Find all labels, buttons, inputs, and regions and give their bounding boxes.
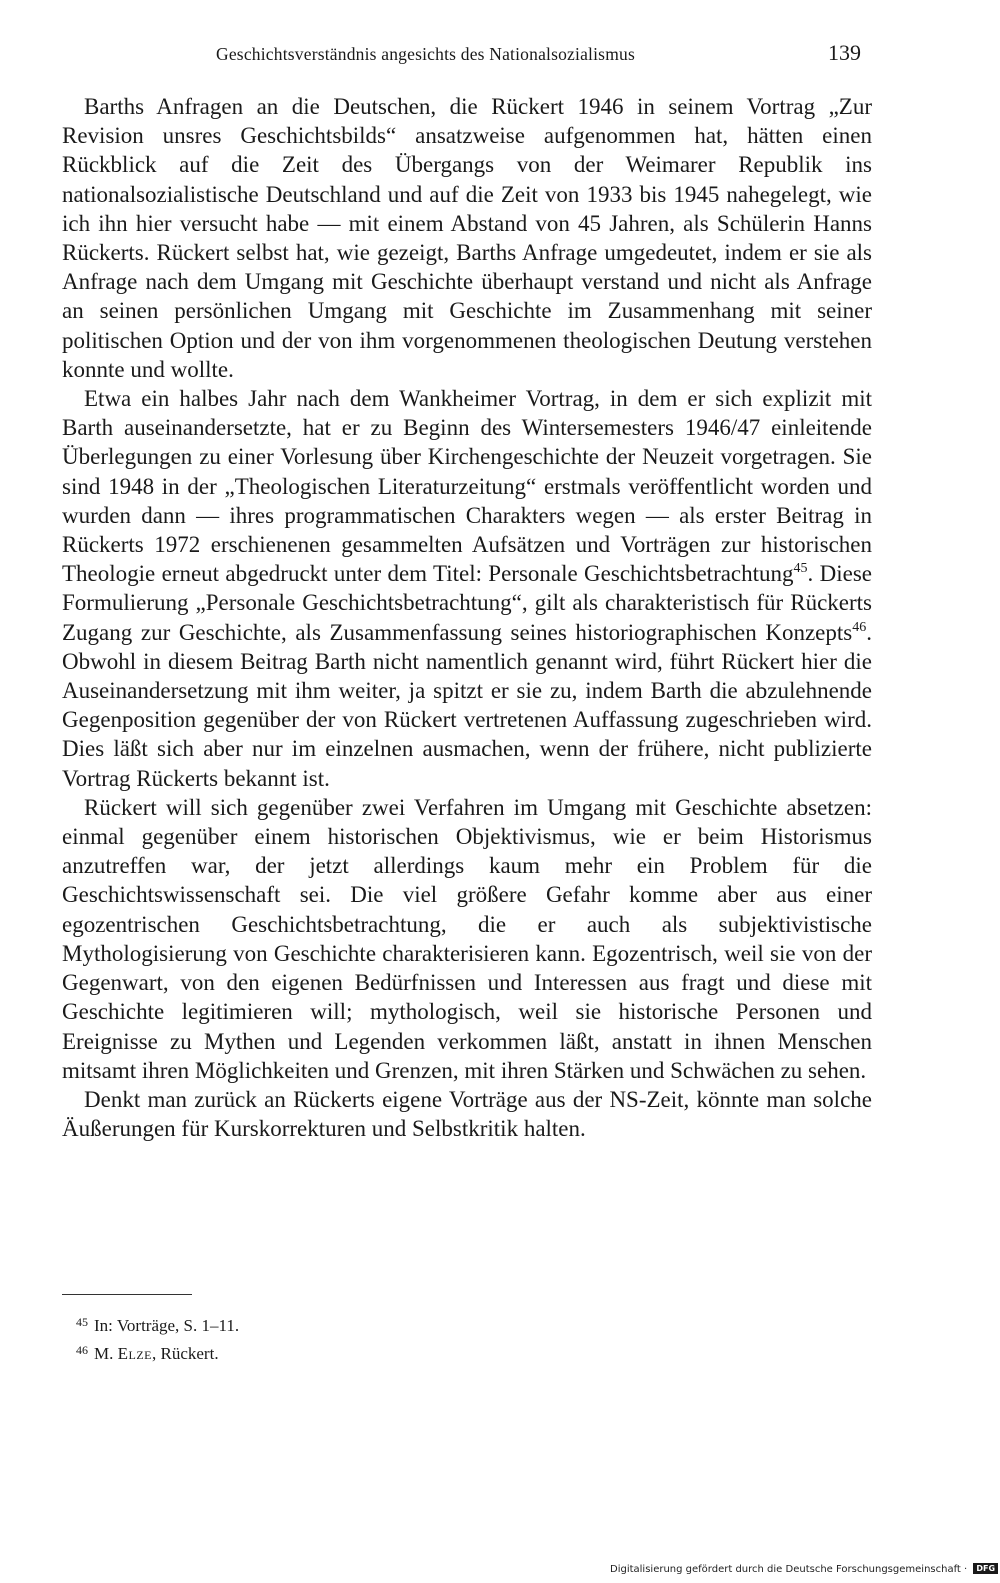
body-text (62, 92, 872, 1143)
credit-text: Digitalisierung gefördert durch die Deutsche Forschungsgemeinschaft (610, 1564, 961, 1575)
paragraph-4: Denkt man zurück an Rückerts eigene Vorträge aus der NS-Zeit, könnte man solche Äußerungen für Kurskorrekturen und Selbstkritik halten. (62, 1086, 872, 1142)
paragraph-2 (62, 384, 872, 793)
footnote-45-text: In: Vorträge, S. 1–11. (94, 1316, 240, 1335)
footnote-46-author: Elze (117, 1344, 152, 1363)
footnote-46-number: 46 (76, 1343, 88, 1357)
paragraph-3: Rückert will sich gegenüber zwei Verfahren im Umgang mit Geschichte absetzen: einmal gegenüber einem historischen Objektivismus, wie er beim Historismus anzutreffen war, der jetzt allerdings kaum mehr ein Problem für die Geschichtswissenschaft sei. Die viel größere Gefahr komme aber aus einer egozentrischen Geschichtsbetrachtung, die er auch als subjektivistische Mythologisierung von Geschichte charakterisieren kann. Egozentrisch, weil sie von der Gegenwart, von den eigenen Bedürfnissen und Interessen aus fragt und diese mit Geschichte legitimieren will; mythologisch, weil sie historische Personen und Ereignisse zu Mythen und Legenden verkommen läßt, anstatt in ihnen Menschen mitsamt ihren Möglichkeiten und Grenzen, mit ihren Stärken und Schwächen zu sehen. (62, 794, 872, 1083)
running-title: Geschichtsverständnis angesichts des Nationalsozialismus (216, 44, 635, 64)
footnote-45 (76, 1310, 856, 1338)
page-number: 139 (828, 40, 861, 65)
footnote-separator (62, 1294, 192, 1295)
footnote-46-initial: M. (94, 1344, 114, 1363)
paragraph-1: Barths Anfragen an die Deutschen, die Rückert 1946 in seinem Vortrag „Zur Revision unsres Geschichtsbilds“ ansatzweise aufgenommen hat, hätten einen Rückblick auf die Zeit des Übergangs von der Weimarer Republik ins nationalsozialistische Deutschland und auf die Zeit von 1933 bis 1945 nahegelegt, wie ich ihn hier versucht habe — mit einem Abstand von 45 Jahren, als Schülerin Hanns Rückerts. Rückert selbst hat, wie gezeigt, Barths Anfrage umgedeutet, indem er sie als Anfrage nach dem Umgang mit Geschichte überhaupt verstand und nicht als Anfrage an seinen persönlichen Umgang mit Geschichte im Zusammenhang mit seiner politischen Option und der von ihm vorgenommenen theologischen Deutung verstehen konnte und wollte. (62, 94, 872, 382)
paragraph-2-part-3: . Obwohl in diesem Beitrag Barth nicht namentlich genannt wird, führt Rückert hier die Auseinandersetzung mit ihm weiter, ja spitzt er sie zu, indem Barth die abzulehnende Gegenposition gegenüber der von Rückert vertretenen Auffassung zugeschrieben wird. Dies läßt sich aber nur im einzelnen ausmachen, wenn der frühere, nicht publizierte Vortrag Rückerts bekannt ist. (62, 619, 872, 791)
footnote-46 (76, 1338, 856, 1366)
paragraph-2-part-2: . Diese Formulierung „Personale Geschichtsbetrachtung“, gilt als charakteristisch für Rückerts Zugang zur Geschichte, als Zusammenfassung seines historiographischen Konzepts (62, 561, 872, 645)
footnotes (76, 1310, 856, 1366)
dfg-logo: DFG (973, 1563, 998, 1574)
footnote-45-number: 45 (76, 1315, 88, 1329)
footnote-ref-46: 46 (852, 619, 867, 635)
paragraph-2-part-1: Etwa ein halbes Jahr nach dem Wankheimer Vortrag, in dem er sich explizit mit Barth auseinandersetzte, hat er zu Beginn des Wintersemesters 1946/47 einleitende Überlegungen zu einer Vorlesung über Kirchengeschichte der Neuzeit vorgetragen. Sie sind 1948 in der „Theologischen Literaturzeitung“ erstmals veröffentlicht worden und wurden dann — ihres programmatischen Charakters wegen — als erster Beitrag in Rückerts 1972 erschienenen gesammelten Aufsätzen und Vorträgen zur historischen Theologie erneut abgedruckt unter dem Titel: Personale Geschichtsbetrachtung (62, 386, 872, 587)
digitization-credit: Digitalisierung gefördert durch die Deutsche Forschungsgemeinschaft · DFG (610, 1563, 998, 1575)
footnote-46-rest: , Rückert. (152, 1344, 219, 1363)
footnote-ref-45: 45 (793, 561, 808, 577)
